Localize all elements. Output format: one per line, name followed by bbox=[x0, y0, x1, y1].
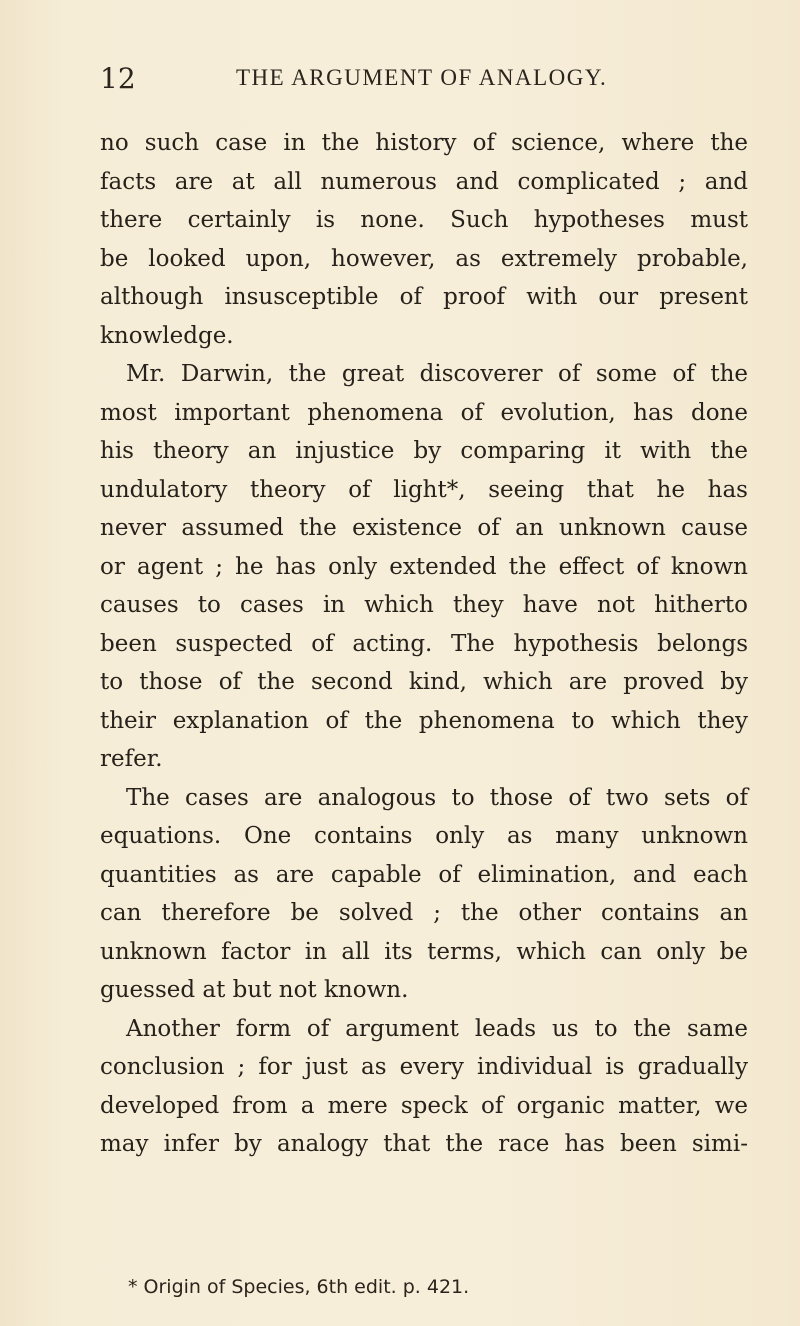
running-head: THE ARGUMENT OF ANALOGY. bbox=[236, 65, 608, 90]
text-line: may infer by analogy that the race has been simi- bbox=[100, 1131, 748, 1157]
text-line: facts are at all numerous and complicated ; and bbox=[100, 168, 748, 195]
text-line: there certainly is none. Such hypotheses must bbox=[100, 207, 748, 233]
text-line: their explanation of the phenomena to which they bbox=[100, 707, 748, 734]
text-line: can therefore be solved ; the other contains an bbox=[100, 900, 748, 926]
text-line: The cases are analogous to those of two sets of bbox=[126, 784, 748, 811]
text-line: undulatory theory of light*, seeing that he has bbox=[100, 476, 748, 503]
text-line: no such case in the history of science, where the bbox=[100, 130, 748, 156]
text-line: developed from a mere speck of organic matter, we bbox=[100, 1092, 748, 1119]
page-number: 12 bbox=[100, 62, 136, 95]
text-line: equations. One contains only as many unknown bbox=[100, 823, 748, 849]
text-line: or agent ; he has only extended the effect of known bbox=[100, 553, 748, 580]
text-line: conclusion ; for just as every individual is gradually bbox=[100, 1054, 748, 1080]
text-line: refer. bbox=[100, 746, 163, 772]
text-line: although insusceptible of proof with our present bbox=[100, 284, 748, 310]
text-line: knowledge. bbox=[100, 322, 234, 349]
text-line: be looked upon, however, as extremely probable, bbox=[100, 245, 748, 272]
text-line: Mr. Darwin, the great discoverer of some of the bbox=[126, 361, 748, 387]
text-line: quantities as are capable of elimination, and each bbox=[100, 861, 748, 888]
footnote: * Origin of Species, 6th edit. p. 421. bbox=[128, 1276, 470, 1298]
page-header bbox=[0, 62, 800, 102]
text-line: unknown factor in all its terms, which can only be bbox=[100, 938, 748, 965]
text-line: his theory an injustice by comparing it with the bbox=[100, 438, 748, 464]
body-text bbox=[100, 124, 748, 1164]
text-line: never assumed the existence of an unknown cause bbox=[100, 515, 748, 541]
text-line: most important phenomena of evolution, has done bbox=[100, 399, 748, 426]
text-line: guessed at but not known. bbox=[100, 977, 409, 1003]
text-line: been suspected of acting. The hypothesis belongs bbox=[100, 630, 748, 657]
text-line: to those of the second kind, which are proved by bbox=[100, 669, 748, 695]
text-line: Another form of argument leads us to the same bbox=[126, 1015, 748, 1042]
text-line: causes to cases in which they have not hitherto bbox=[100, 592, 748, 618]
